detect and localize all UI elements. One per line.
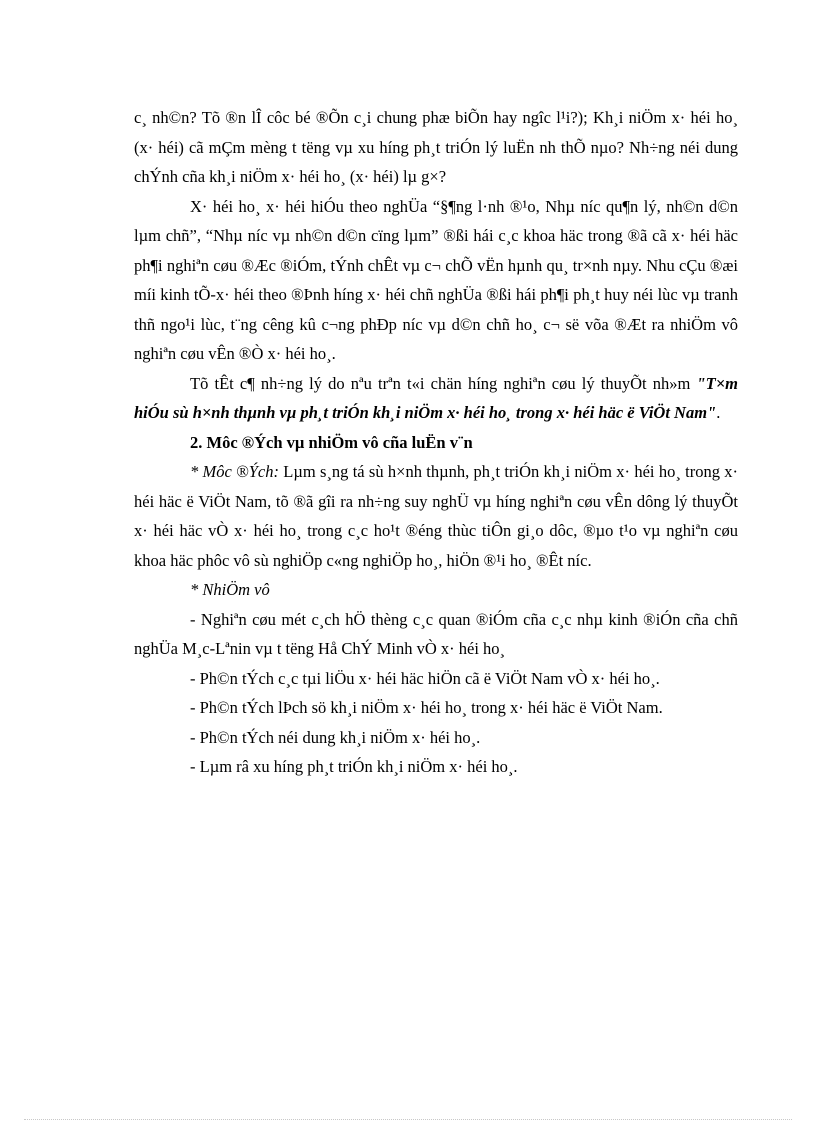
task-item: - Ph©n tÝch lÞch sö kh¸i niÖm x· héi ho¸ trong x· héi häc ë ViÖt Nam.: [190, 698, 663, 717]
document-body: [134, 103, 738, 782]
thesis-title: "T×m hiÓu sù h×nh thµnh vµ ph¸t triÓn kh¸i niÖm x· héi ho¸ trong x· héi häc ë ViÖt Nam": [134, 373, 738, 422]
paragraph-purpose: [134, 457, 738, 575]
tasks-label: * NhiÖm vô: [190, 580, 270, 599]
task-item: - Nghiªn cøu mét c¸ch hÖ thèng c¸c quan ®iÓm cña c¸c nhµ kinh ®iÓn cña chñ nghÜa M¸c-Lªnin vµ t tëng Hå ChÝ Minh vÒ x· héi ho¸: [134, 609, 738, 658]
paragraph-research-direction: [134, 369, 738, 428]
paragraph-questions: c¸ nh©n? Tõ ®n lÎ côc bé ®Õn c¸i chung phæ biÕn hay ngîc l¹i?); Kh¸i niÖm x· héi ho¸ (x· héi) cã mÇm mèng t tëng vµ xu híng ph¸t triÓn lý luËn nh thÕ nµo? Nh÷ng néi dung chÝnh cña kh¸i niÖm x· héi ho¸ (x· héi) lµ g×?: [134, 108, 738, 186]
section-heading: 2. Môc ®Ých vµ nhiÖm vô cña luËn v¨n: [190, 432, 473, 452]
research-direction-tail: .: [716, 403, 721, 422]
paragraph-socialization-meaning: X· héi ho¸ x· héi hiÓu theo nghÜa “§¶ng l·nh ®¹o, Nhµ níc qu¶n lý, nh©n d©n lµm chñ”, “Nhµ níc vµ nh©n d©n cïng lµm” ®ßi hái c¸c khoa häc trong ®ã cã x· héi häc ph¶i nghiªn cøu ®Æc ®iÓm, tÝnh chÊt vµ c¬ chÕ vËn hµnh qu¸ tr×nh nµy. Nhu cÇu ®æi míi kinh tÕ-x· héi theo ®Þnh híng x· héi chñ nghÜa ®ßi hái ph¶i ph¸t huy néi lùc vµ tranh thñ ngo¹i lùc, t¨ng cêng kû c¬ng phÐp níc vµ d©n chñ ho¸ c¬ së võa ®Æt ra nhiÖm vô nghiªn cøu vÊn ®Ò x· héi ho¸.: [134, 196, 738, 363]
research-direction-lead: Tõ tÊt c¶ nh÷ng lý do nªu trªn t«i chän híng nghiªn cøu lý thuyÕt nh»m: [190, 373, 697, 393]
purpose-text: Lµm s¸ng tá sù h×nh thµnh, ph¸t triÓn kh¸i niÖm x· héi ho¸ trong x· héi häc ë ViÖt Nam, tõ ®ã gîi ra nh÷ng suy nghÜ vµ híng nghiªn cøu vÊn dông lý thuyÕt x· héi häc vÒ x· héi ho¸ trong c¸c ho¹t ®éng thùc tiÔn gi¸o dôc, ®µo t¹o vµ nghiªn cøu khoa häc phôc vô sù nghiÖp c«ng nghiÖp ho¸, hiÖn ®¹i ho¸ ®Êt níc.: [134, 462, 738, 570]
task-item: - Lµm râ xu híng ph¸t triÓn kh¸i niÖm x· héi ho¸.: [190, 757, 518, 776]
purpose-label: * Môc ®Ých:: [190, 462, 279, 481]
page-bottom-divider: [24, 1119, 792, 1120]
task-item: - Ph©n tÝch néi dung kh¸i niÖm x· héi ho¸.: [190, 727, 481, 747]
task-item: - Ph©n tÝch c¸c tµi liÖu x· héi häc hiÖn cã ë ViÖt Nam vÒ x· héi ho¸.: [190, 668, 660, 688]
